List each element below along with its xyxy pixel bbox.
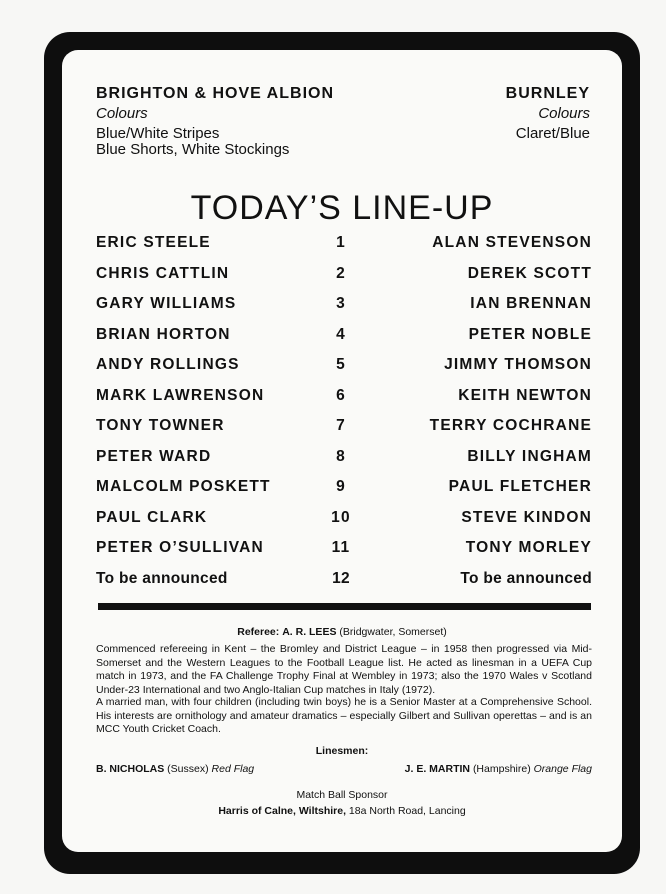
referee-bio-paragraph: A married man, with four children (including twin boys) he is a Senior Master at a Comprehensive School. His interests are ornithology and amateur dramatics – especially Gilbert and Sullivan operettas – and is an MCC Youth Cricket Coach. bbox=[96, 696, 592, 735]
shirt-number: 10 bbox=[331, 508, 351, 526]
shirt-number: 8 bbox=[336, 447, 346, 465]
away-player: DEREK SCOTT bbox=[467, 264, 592, 282]
sponsor-address: 18a North Road, Lancing bbox=[348, 805, 466, 817]
lineup-row bbox=[96, 353, 592, 384]
lineup-row bbox=[96, 414, 592, 445]
away-player: To be announced bbox=[460, 569, 592, 587]
away-colours-line: Claret/Blue bbox=[515, 125, 590, 142]
home-player: BRIAN HORTON bbox=[96, 325, 231, 343]
home-player: PETER O’SULLIVAN bbox=[96, 539, 264, 556]
away-team-name: BURNLEY bbox=[505, 85, 590, 102]
shirt-number: 7 bbox=[336, 417, 346, 434]
section-divider bbox=[98, 603, 591, 610]
linesman-county: (Sussex) bbox=[167, 763, 209, 775]
shirt-number: 4 bbox=[336, 325, 346, 343]
away-player: KEITH NEWTON bbox=[458, 386, 592, 404]
away-player: JIMMY THOMSON bbox=[444, 356, 592, 373]
linesman-county: (Hampshire) bbox=[472, 763, 531, 775]
programme-page bbox=[62, 50, 622, 852]
away-player: TERRY COCHRANE bbox=[429, 417, 592, 434]
sponsor-heading: Match Ball Sponsor bbox=[296, 789, 388, 801]
referee-bio-paragraph: Commenced refereeing in Kent – the Bromley and District League – in 1958 then progressed via Mid-Somerset and the Western Leagues to the Football League list. He acted as linesman in a UEFA Cup match in 1973, and the FA Challenge Trophy Final at Wembley in 1973; also the 1970 Wales v Scotland Under-23 International and two Anglo-Italian Cup matches in Italy (1972). bbox=[96, 643, 592, 696]
lineup-row bbox=[96, 384, 592, 415]
shirt-number: 5 bbox=[336, 356, 346, 373]
linesman-entry bbox=[96, 763, 254, 775]
shirt-number: 9 bbox=[336, 478, 346, 495]
away-player: PAUL FLETCHER bbox=[448, 478, 592, 495]
away-player: TONY MORLEY bbox=[465, 539, 592, 556]
sponsor-name: Harris of Calne, Wiltshire, bbox=[218, 805, 346, 817]
home-colours-line: Blue/White Stripes bbox=[96, 125, 220, 142]
away-player: IAN BRENNAN bbox=[470, 295, 592, 312]
home-player: To be announced bbox=[96, 569, 228, 587]
home-colours-line: Blue Shorts, White Stockings bbox=[96, 141, 290, 158]
home-player: MALCOLM POSKETT bbox=[96, 478, 271, 495]
linesman-name: B. NICHOLAS bbox=[96, 763, 165, 775]
home-player: ANDY ROLLINGS bbox=[96, 356, 240, 373]
shirt-number: 12 bbox=[332, 569, 350, 587]
shirt-number: 3 bbox=[336, 295, 346, 312]
linesman-flag: Orange Flag bbox=[533, 763, 592, 775]
home-player: GARY WILLIAMS bbox=[96, 295, 237, 312]
referee-label: Referee: bbox=[237, 626, 280, 638]
shirt-number: 2 bbox=[336, 264, 346, 282]
lineup-table bbox=[96, 231, 592, 597]
away-team-block bbox=[506, 86, 590, 142]
away-player: BILLY INGHAM bbox=[467, 447, 592, 465]
home-team-block bbox=[96, 86, 334, 158]
home-player: PETER WARD bbox=[96, 447, 212, 465]
away-player: PETER NOBLE bbox=[468, 325, 592, 343]
home-team-name: BRIGHTON & HOVE ALBION bbox=[96, 85, 335, 102]
lineup-row bbox=[96, 536, 592, 567]
lineup-row bbox=[96, 323, 592, 354]
lineup-row bbox=[96, 292, 592, 323]
lineup-row bbox=[96, 506, 592, 537]
home-player: TONY TOWNER bbox=[96, 417, 225, 434]
shirt-number: 1 bbox=[336, 234, 346, 251]
away-player: ALAN STEVENSON bbox=[432, 234, 592, 251]
sponsor-line bbox=[62, 805, 622, 817]
linesmen-heading: Linesmen: bbox=[315, 745, 369, 757]
home-player: ERIC STEELE bbox=[96, 234, 211, 251]
referee-location: (Bridgwater, Somerset) bbox=[339, 626, 447, 638]
lineup-row bbox=[96, 475, 592, 506]
linesman-flag: Red Flag bbox=[211, 763, 255, 775]
linesman-name: J. E. MARTIN bbox=[404, 763, 471, 775]
shirt-number: 6 bbox=[336, 386, 346, 404]
lineup-row bbox=[96, 445, 592, 476]
lineup-row bbox=[96, 262, 592, 293]
away-player: STEVE KINDON bbox=[461, 508, 592, 526]
linesman-entry bbox=[405, 763, 592, 775]
away-colours-label: Colours bbox=[538, 105, 590, 122]
home-player: MARK LAWRENSON bbox=[96, 386, 265, 404]
lineup-row bbox=[96, 567, 592, 598]
page-title: TODAY’S LINE-UP bbox=[190, 189, 494, 227]
referee-name: A. R. LEES bbox=[282, 626, 337, 638]
home-colours-label: Colours bbox=[96, 105, 148, 122]
home-player: CHRIS CATTLIN bbox=[96, 264, 230, 282]
home-player: PAUL CLARK bbox=[96, 508, 208, 526]
referee-heading bbox=[62, 626, 622, 638]
lineup-row bbox=[96, 231, 592, 262]
shirt-number: 11 bbox=[331, 539, 351, 556]
